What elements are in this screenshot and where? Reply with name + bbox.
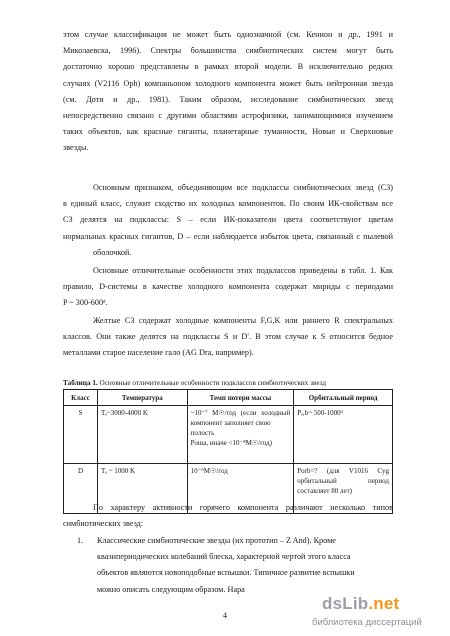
text-line: металлами старое население гало (AG Dra, например).	[63, 348, 254, 358]
cell-line: Porb=? (для V1016 Cyg	[297, 467, 389, 475]
text-line: Желтые СЗ содержат холодные компоненты F,G,K или раннего R спектральных	[93, 316, 393, 325]
watermark-brand	[322, 594, 399, 614]
watermark-logo[interactable]	[300, 592, 450, 636]
cell-line: Pₒᵣb~ 500-1000ᵈ	[297, 409, 343, 417]
list-item-line: объектов являются новоподобные вспышки. Типичное развитие вспышки	[97, 568, 355, 578]
table-header-cell: Класс	[64, 390, 98, 406]
text-line: случаях (V2116 Oph) компаньоном холодного компонента может быть нейтронная звезда	[63, 78, 393, 88]
text-line: P ~ 300-600ᵈ.	[63, 298, 108, 308]
table-cell-class: D	[64, 464, 98, 514]
text-line: достаточно хорошо представлены в рамках второй модели. В исключительно редких	[63, 62, 393, 72]
text-line: СЗ делятся на подклассы: S – если ИК-показатели цвета соответствуют цветам	[63, 215, 393, 225]
cell-line: 10⁻⁶M☉/год	[190, 467, 228, 475]
text-line: таких объектов, как красные гиганты, планетарные туманности, Новые и Сверхновые	[63, 127, 393, 137]
table-cell-mass-loss	[187, 406, 294, 464]
table-row	[64, 406, 393, 464]
text-line: оболочкой.	[93, 247, 132, 257]
cell-line: компонент заполняет свою полость	[190, 419, 271, 437]
text-line: Миколаевска, 1996). Спектры большинства симбиотических систем могут быть	[63, 46, 393, 56]
cell-line: орбитальный период	[297, 477, 389, 485]
list-item-line: Классические симбиотические звезды (их прототип – Z And). Кроме	[97, 536, 336, 545]
text-line: непосредственно связано с другими областями астрофизики, занимающимися изучением	[63, 111, 393, 121]
text-line: нормальных красных гигантов, D – если наблюдается избыток цвета, связанный с пылевой	[63, 231, 393, 241]
cell-line: Роша, иначе <10⁻⁸M☉/год)	[190, 439, 272, 447]
table-caption	[63, 379, 326, 387]
paragraph-2	[63, 180, 393, 261]
text-line: Основные отличительные особенности этих подклассов приведены в табл. 1. Как	[93, 266, 393, 275]
text-line: этом случае классификация не может быть однозначной (см. Кенион и др., 1991 и	[63, 30, 393, 39]
table-header-row	[64, 390, 393, 406]
text-line: правило, D-системы в качестве холодного компонента содержат мириды с периодами	[63, 282, 393, 292]
list-item-line: можно описать следующим образом. Нара	[97, 584, 245, 594]
list-item-number: 1.	[77, 536, 84, 545]
page-number: 4	[223, 611, 227, 620]
table-cell-class: S	[64, 406, 98, 464]
text-line: классов. Они также делятся на подклассы S и D'. В этом случае к S относится бедное	[63, 332, 393, 342]
text-line: По характеру активности горячего компонента различают несколько типов	[93, 503, 393, 512]
text-line: (см. Доти и др., 1981). Таким образом, исследование симбиотических звезд	[63, 94, 393, 104]
numbered-list	[63, 533, 393, 598]
watermark-subtitle: библиотека диссертаций	[312, 617, 422, 628]
cell-line: составляет 80 лет)	[297, 487, 352, 495]
cell-line: ~10⁻⁷ M☉/год (если холодный	[190, 409, 291, 417]
table-caption-label: Таблица 1.	[63, 379, 98, 387]
paragraph-5	[63, 500, 393, 532]
subclass-table	[63, 389, 393, 514]
table-header-cell: Орбитальный период	[294, 390, 393, 406]
text-line: симбиотических звезд:	[63, 519, 144, 529]
paragraph-4	[63, 313, 393, 362]
watermark-brand-suffix: .net	[368, 594, 400, 613]
table-cell-temperature: Tₑ ~ 1000 K	[97, 464, 187, 514]
list-item	[63, 533, 393, 549]
table-caption-text: Основные отличительные особенности подклассов симбиотических звезд	[97, 379, 327, 387]
paragraph-1	[63, 27, 393, 157]
text-line: звезды.	[63, 143, 89, 153]
table-header-cell: Температура	[97, 390, 187, 406]
table-header-cell: Темп потери массы	[187, 390, 294, 406]
watermark-brand-main: dsLib	[322, 594, 369, 613]
text-line: Основным признаком, объединяющим все подклассы симбиотических звезд (СЗ)	[93, 183, 393, 192]
paragraph-3	[63, 263, 393, 312]
text-line: в единый класс, служит сходство их холодных компонентов. По своим ИК-свойствам все	[63, 199, 393, 209]
table-cell-orbital-period	[294, 406, 393, 464]
list-item-line: квазипериодических колебаний блеска, характерной чертой этого класса	[97, 552, 351, 562]
table-cell-temperature: Tₑ~3000-4000 K	[97, 406, 187, 464]
